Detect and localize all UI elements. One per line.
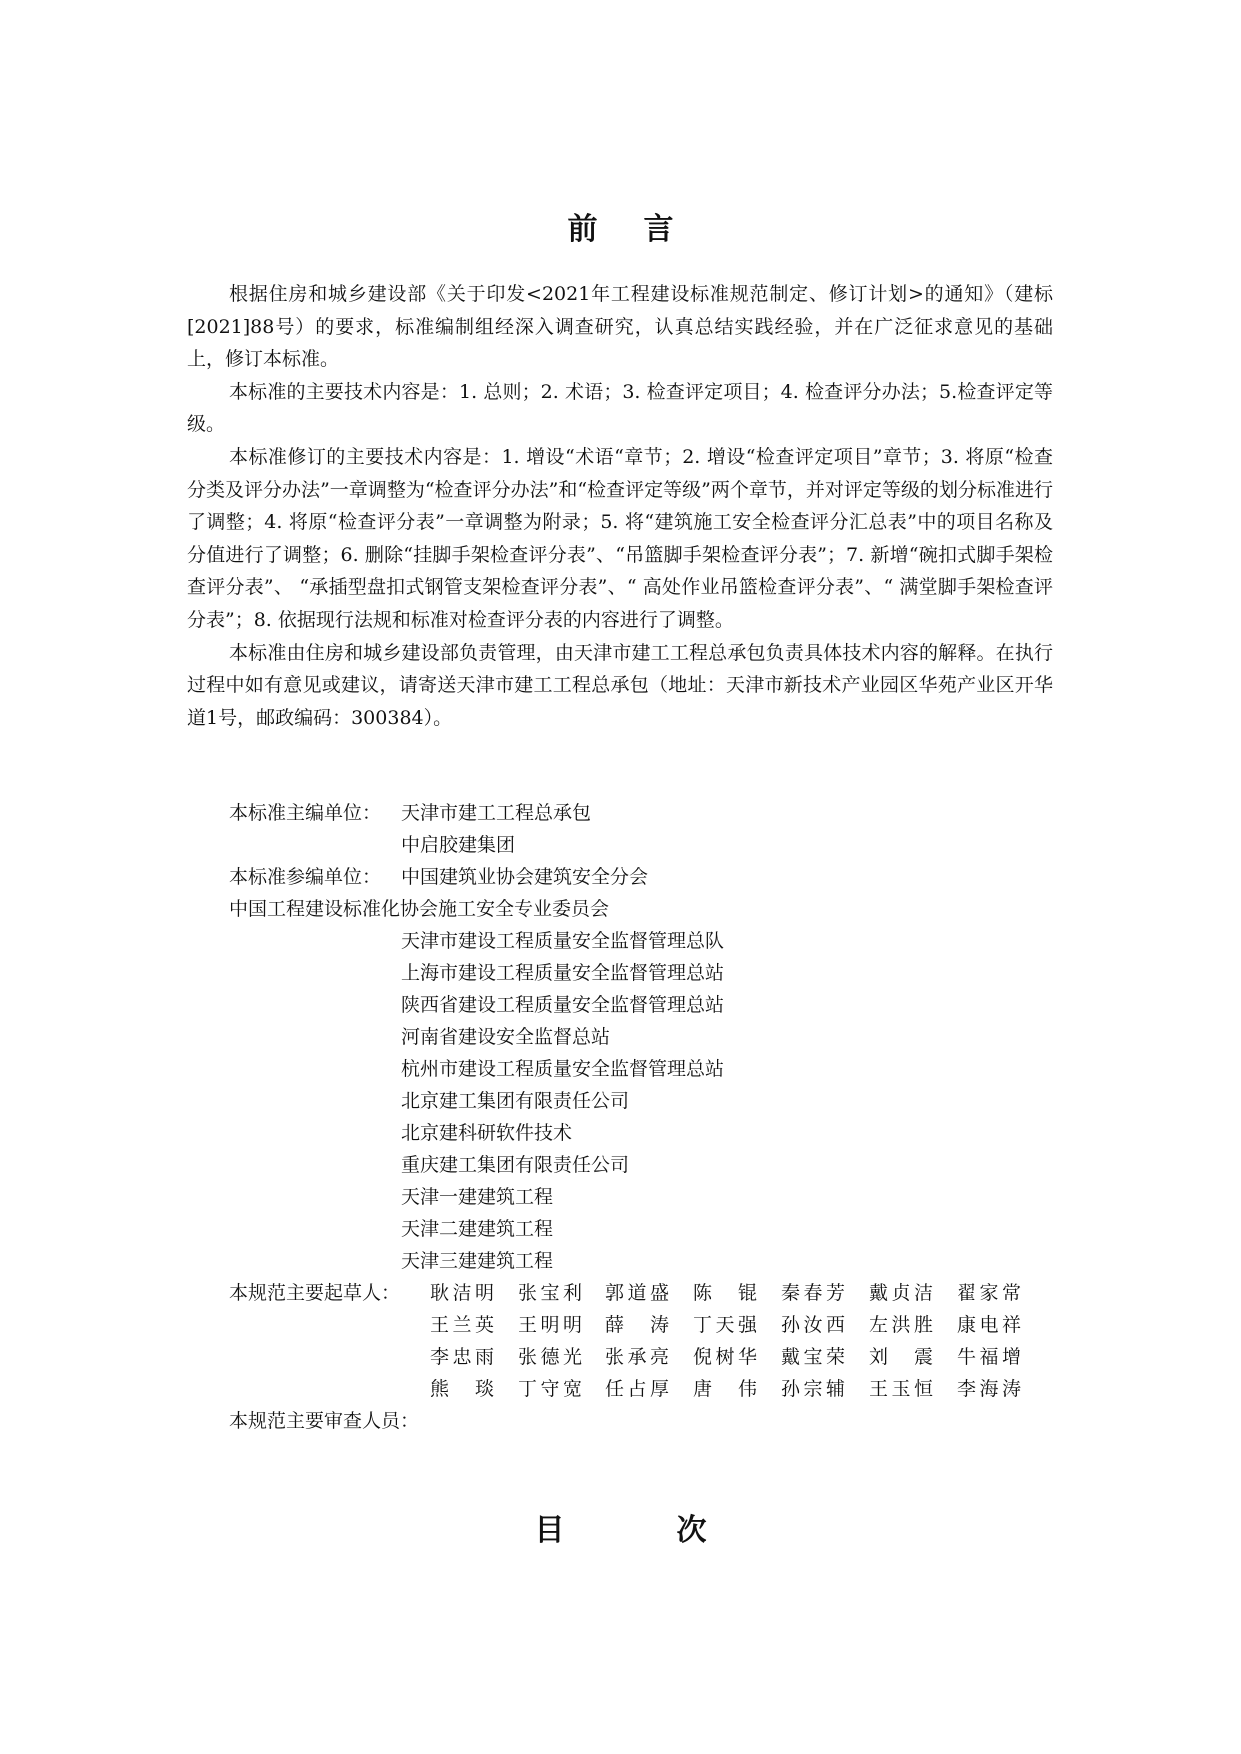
drafter-name: 李海涛 xyxy=(957,1378,1021,1400)
chief-unit: 天津市建工工程总承包 xyxy=(401,802,592,824)
drafter-name: 郭道盛 xyxy=(605,1282,669,1304)
chief-unit: 中启胶建集团 xyxy=(401,834,516,856)
contents-title-char-2: 次 xyxy=(676,1513,707,1548)
participating-unit: 中国工程建设标准化协会施工安全专业委员会 xyxy=(229,898,610,920)
drafter-name: 倪树华 xyxy=(693,1346,757,1368)
participating-units-label: 本标准参编单位： xyxy=(229,866,382,888)
preface-title-char-2: 言 xyxy=(643,212,674,247)
preface-paragraph: 本标准由住房和城乡建设部负责管理，由天津市建工工程总承包负责具体技术内容的解释。在执行过程中如有意见或建议，请寄送天津市建工工程总承包（地址：天津市新技术产业园区华苑产业区开华道1号，邮政编码：300384）。 xyxy=(187,641,1053,729)
drafter-name: 李忠雨 xyxy=(430,1346,494,1368)
drafter-name: 唐 伟 xyxy=(693,1378,757,1400)
drafter-name: 陈 锟 xyxy=(693,1282,757,1304)
drafter-name: 秦春芳 xyxy=(781,1282,845,1304)
preface-paragraph: 根据住房和城乡建设部《关于印发<2021年工程建设标准规范制定、修订计划>的通知》（建标[2021]88号）的要求，标准编制组经深入调查研究，认真总结实践经验，并在广泛征求意见的基础上，修订本标准。 xyxy=(187,283,1053,371)
participating-unit: 陕西省建设工程质量安全监督管理总站 xyxy=(401,994,725,1016)
drafter-name: 薛 涛 xyxy=(605,1314,669,1336)
participating-unit: 天津一建建筑工程 xyxy=(401,1186,554,1208)
drafter-name: 左洪胜 xyxy=(869,1314,933,1336)
participating-unit: 重庆建工集团有限责任公司 xyxy=(401,1154,630,1176)
participating-unit: 河南省建设安全监督总站 xyxy=(401,1026,611,1048)
contents-title xyxy=(0,1505,1241,1549)
participating-unit: 中国建筑业协会建筑安全分会 xyxy=(401,866,649,888)
participating-unit: 天津市建设工程质量安全监督管理总队 xyxy=(401,930,725,952)
drafter-name: 耿洁明 xyxy=(430,1282,494,1304)
reviewers-label: 本规范主要审查人员： xyxy=(229,1410,420,1432)
drafter-name: 王兰英 xyxy=(430,1314,494,1336)
drafter-name: 张德光 xyxy=(518,1346,582,1368)
drafter-name: 丁天强 xyxy=(693,1314,757,1336)
preface-body xyxy=(187,278,1053,734)
participating-unit: 北京建科研软件技术 xyxy=(401,1122,573,1144)
drafter-name: 孙宗辅 xyxy=(781,1378,845,1400)
participating-unit: 上海市建设工程质量安全监督管理总站 xyxy=(401,962,725,984)
drafter-name: 戴宝荣 xyxy=(781,1346,845,1368)
drafter-name: 康电祥 xyxy=(957,1314,1021,1336)
drafter-name: 戴贞洁 xyxy=(869,1282,933,1304)
chief-units-label: 本标准主编单位： xyxy=(229,802,382,824)
drafter-name: 熊 琰 xyxy=(430,1378,494,1400)
drafter-name: 丁守宽 xyxy=(518,1378,582,1400)
drafter-name: 刘 震 xyxy=(869,1346,933,1368)
contents-title-char-1: 目 xyxy=(534,1513,565,1548)
participating-unit: 北京建工集团有限责任公司 xyxy=(401,1090,630,1112)
participating-unit: 天津三建建筑工程 xyxy=(401,1250,554,1272)
preface-title-char-1: 前 xyxy=(567,212,598,247)
drafters-label: 本规范主要起草人： xyxy=(229,1282,401,1304)
drafter-name: 张宝利 xyxy=(518,1282,582,1304)
preface-paragraph: 本标准修订的主要技术内容是：1. 增设“术语“章节；2. 增设“检查评定项目”章节；3. 将原“检查分类及评分办法”一章调整为“检查评分办法”和“检查评定等级”两个章节，并对评定等级的划分标准进行了调整；4. 将原“检查评分表”一章调整为附录；5. 将“建筑施工安全检查评分汇总表”中的项目名称及分值进行了调整；6. 删除“挂脚手架检查评分表”、“吊篮脚手架检查评分表”；7. 新增“碗扣式脚手架检查评分表”、 “承插型盘扣式钢管支架检查评分表”、“ 高处作业吊篮检查评分表”、“ 满堂脚手架检查评分表”；8. 依据现行法规和标准对检查评分表的内容进行了调整。 xyxy=(187,445,1053,631)
participating-unit: 天津二建建筑工程 xyxy=(401,1218,554,1240)
drafter-name: 任占厚 xyxy=(605,1378,669,1400)
drafter-name: 牛福增 xyxy=(957,1346,1021,1368)
preface-title xyxy=(0,204,1241,248)
drafter-name: 王玉恒 xyxy=(869,1378,933,1400)
drafter-name: 翟家常 xyxy=(957,1282,1021,1304)
drafter-name: 孙汝西 xyxy=(781,1314,845,1336)
participating-unit: 杭州市建设工程质量安全监督管理总站 xyxy=(401,1058,725,1080)
drafter-name: 张承亮 xyxy=(605,1346,669,1368)
drafter-name: 王明明 xyxy=(518,1314,582,1336)
preface-paragraph: 本标准的主要技术内容是：1. 总则；2. 术语；3. 检查评定项目；4. 检查评分办法；5.检查评定等级。 xyxy=(187,380,1053,436)
